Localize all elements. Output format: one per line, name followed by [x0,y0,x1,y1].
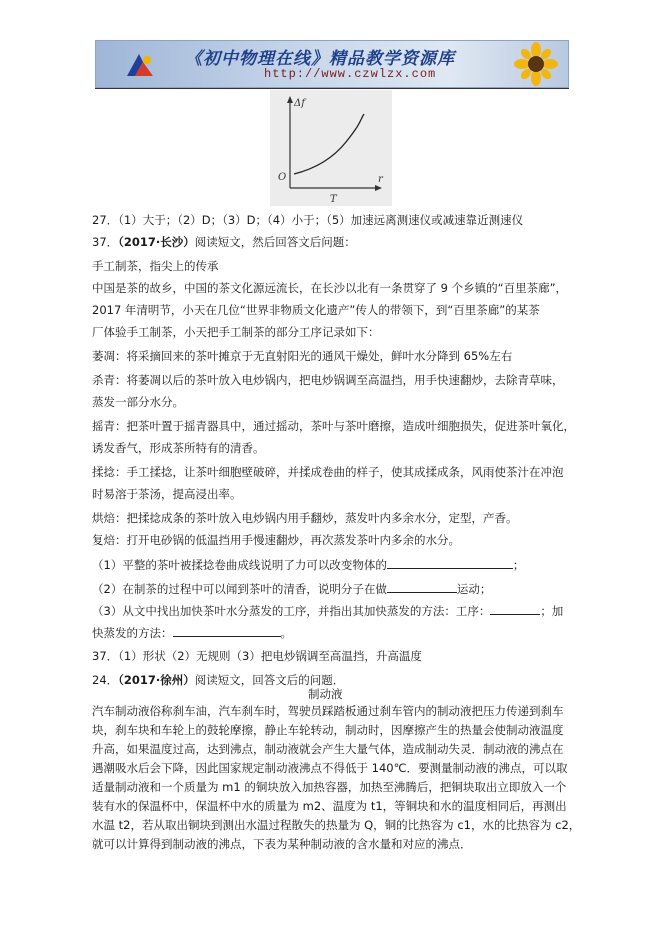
passage-title: 制动液 [308,687,343,701]
sub-question-2-text: （2）在制茶的过程中可以闻到茶叶的清香，说明分子在做 [92,582,387,596]
passage-line: 遇潮吸水后会下降，因此国家规定制动液沸点不得低于 140℃．要测量制动液的沸点，可以取 [92,761,568,775]
site-logo [125,52,155,78]
passage-line: 水温 t2，若从取出铜块到测出水温过程散失的热量为 Q，铜的比热容为 c1，水的比热容为 c2， [92,818,581,832]
sub-question-1-text: （1）平整的茶叶被揉捻卷曲成线说明了力可以改变物体的 [92,558,387,572]
passage-line: 2017 年清明节，小天在几位“世界非物质文化遗产”传人的带领下，到“百里茶廊”的某茶 [92,303,540,317]
question-number: 24． [92,673,119,687]
passage-line: 时易溶于茶汤，提高浸出率。 [92,487,242,501]
passage-line: 升高，如果温度过高，达到沸点，制动液就会产生大量气体，造成制动失灵．制动液的沸点在 [92,742,564,756]
sub-question-1 [92,556,524,573]
answer-blank-2[interactable] [387,580,457,593]
sub-question-3-cont [92,624,292,641]
graph-plot [270,90,392,206]
answer-blank-3a[interactable] [490,602,540,615]
answer-blank-1[interactable] [387,556,513,569]
graph-curve [294,114,364,174]
passage-line: 就可以计算得到制动液的沸点，下表为某种制动液的含水量和对应的沸点． [92,837,472,851]
header-title: 《初中物理在线》精品教学资源库 [185,49,455,69]
passage-line: 揉捻：手工揉捻，让茶叶细胞壁破碎，并揉成卷曲的样子，使其成揉成条，风雨使茶汁在冲泡 [92,465,564,479]
graph-y-arrow [287,96,293,103]
passage-line: 摇青：把茶叶置于摇青器具中，通过摇动，茶叶与茶叶磨擦，造成叶细胞损失，促进茶叶氧化， [92,419,575,433]
graph-y-label: Δf [294,98,305,109]
passage-line: 杀青：将萎凋以后的茶叶放入电炒锅内，把电炒锅调至高温挡，用手快速翻炒，去除青草味， [92,373,564,387]
passage-line: 厂体验手工制茶，小天把手工制茶的部分工序记录如下： [92,325,380,339]
graph-caption: T [330,194,337,205]
passage-line: 烘焙：把揉捻成条的茶叶放入电炒锅内用手翻炒，蒸发叶内多余水分，定型，产香。 [92,511,518,525]
header-url[interactable]: http://www.czwlzx.com [264,67,437,81]
sub-question-3-label: 快蒸发的方法： [92,626,173,640]
sub-question-3-text: （3）从文中找出加快茶叶水分蒸发的工序，并指出其加快蒸发的方法：工序： [92,604,491,618]
answer-27: 27．（1）大于；（2）D；（3）D；（4）小于；（5）加速远离测速仪或减速靠近测速仪 [92,213,524,227]
question-number: 37． [92,235,119,249]
passage-line: 蒸发一部分水分。 [92,395,184,409]
passage-line: 汽车制动液俗称刹车油，汽车刹车时，驾驶员踩踏板通过刹车管内的制动液把压力传递到刹车 [92,704,564,718]
sub-question-3-end: 。 [280,626,292,640]
answer-blank-3b[interactable] [173,624,281,637]
question-instruction: 阅读短文，回答文后的问题． [194,673,345,687]
question-source: （2017·徐州） [118,673,195,687]
passage-line: 萎凋：将采摘回来的茶叶摊京于无直射阳光的通风干燥处，鲜叶水分降到 65%左右 [92,349,513,363]
question-source: （2017·长沙） [118,235,195,249]
graph-origin-label: O [278,172,287,183]
sub-question-1-end: ； [512,558,525,572]
sub-question-3 [92,602,563,619]
passage-line: 诱发香气，形成茶所特有的清香。 [92,441,265,455]
passage-line: 块，刹车块和车轮上的鼓轮摩擦，静止车轮转动，制动时，因摩擦产生的热量会使制动液温度 [92,723,564,737]
graph-figure [270,90,392,206]
passage-line: 中国是茶的故乡，中国的茶文化源远流长，在长沙以北有一条贯穿了 9 个乡镇的“百里茶廊”， [92,281,568,295]
passage-line: 适量制动液和一个质量为 m1 的铜块放入加热容器，加热至沸腾后，把铜块取出立即放入一个 [92,780,567,794]
question-37-header [92,234,356,250]
sunflower-icon [510,42,562,86]
question-24-header [92,672,344,688]
graph-x-arrow [375,185,382,191]
passage-title: 手工制茶，指尖上的传承 [92,259,219,273]
graph-x-label: r [378,174,383,185]
question-instruction: 阅读短文，然后回答文后问题： [194,235,356,249]
sub-question-2 [92,580,491,597]
sub-question-3-mid: ；加 [540,604,564,618]
answer-37: 37．（1）形状（2）无规则（3）把电炒锅调至高温挡，升高温度 [92,649,422,663]
passage-line: 装有水的保温杯中，保温杯中水的质量为 m2、温度为 t1，等铜块和水的温度相同后，再测出 [92,799,567,813]
sub-question-2-end: 运动； [456,582,492,596]
header-divider [95,88,569,89]
passage-line: 复焙：打开电砂锅的低温挡用手慢速翻炒，再次蒸发茶叶内多余的水分。 [92,533,460,547]
